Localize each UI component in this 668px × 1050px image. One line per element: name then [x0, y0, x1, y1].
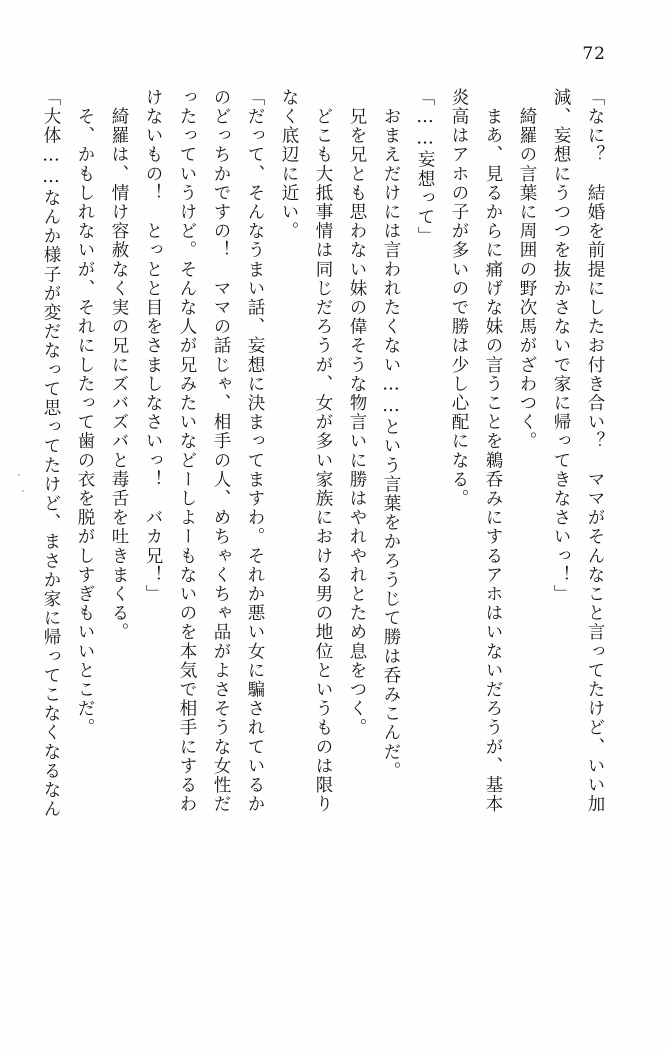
paper-speck — [22, 490, 24, 492]
text-line: のどっちかですの！ ママの話じゃ、相手の人、めちゃくちゃ品がよさそうな女性だ — [211, 88, 231, 814]
text-line: どこも大抵事情は同じだろうが、女が多い家族における男の地位というものは限り — [313, 88, 333, 814]
paper-speck — [18, 474, 20, 476]
text-line: 「大体……なんか様子が変だなって思ってたけど、まさか家に帰ってこなくなるなん — [41, 88, 61, 819]
text-line: 綺羅は、情け容赦なく実の兄にズバズバと毒舌を吐きまくる。 — [109, 88, 129, 642]
text-line: ったっていうけど。そんな人が兄みたいなどーしよーもないのを本気で相手にするわ — [177, 88, 197, 814]
text-line: まあ、見るからに痛げな妹の言うことを鵜呑みにするアホはいないだろうが、基本 — [483, 88, 503, 814]
page-number: 72 — [582, 44, 606, 64]
text-line: 「だって、そんなうまい話、妄想に決まってますわ。それか悪い女に騙されているか — [245, 88, 265, 814]
text-line: おまえだけには言われたくない……という言葉をかろうじて勝は呑みこんだ。 — [381, 88, 401, 781]
vertical-text-body — [41, 88, 612, 998]
text-line: 「なに？ 結婚を前提にしたお付き合い？ ママがそんなこと言ってたけど、いい加 — [585, 88, 605, 814]
text-line: なく底辺に近い。 — [279, 88, 299, 241]
text-line: 減、妄想にうつつを抜かさないで家に帰ってきなさいっ！」 — [551, 88, 571, 604]
text-line: けないもの！ とっとと目をさましなさいっ！ バカ兄！」 — [143, 88, 163, 604]
text-line: 綺羅の言葉に周囲の野次馬がざわつく。 — [517, 88, 537, 451]
text-line: 炎高はアホの子が多いので勝は少し心配になる。 — [449, 88, 469, 509]
text-line: そ、かもしれないが、それにしたって歯の衣を脱がしすぎもいいとこだ。 — [75, 88, 95, 738]
text-line: 兄を兄とも思わない妹の偉そうな物言いに勝はやれやれとため息をつく。 — [347, 88, 367, 738]
text-line: 「……妄想って」 — [415, 88, 435, 246]
